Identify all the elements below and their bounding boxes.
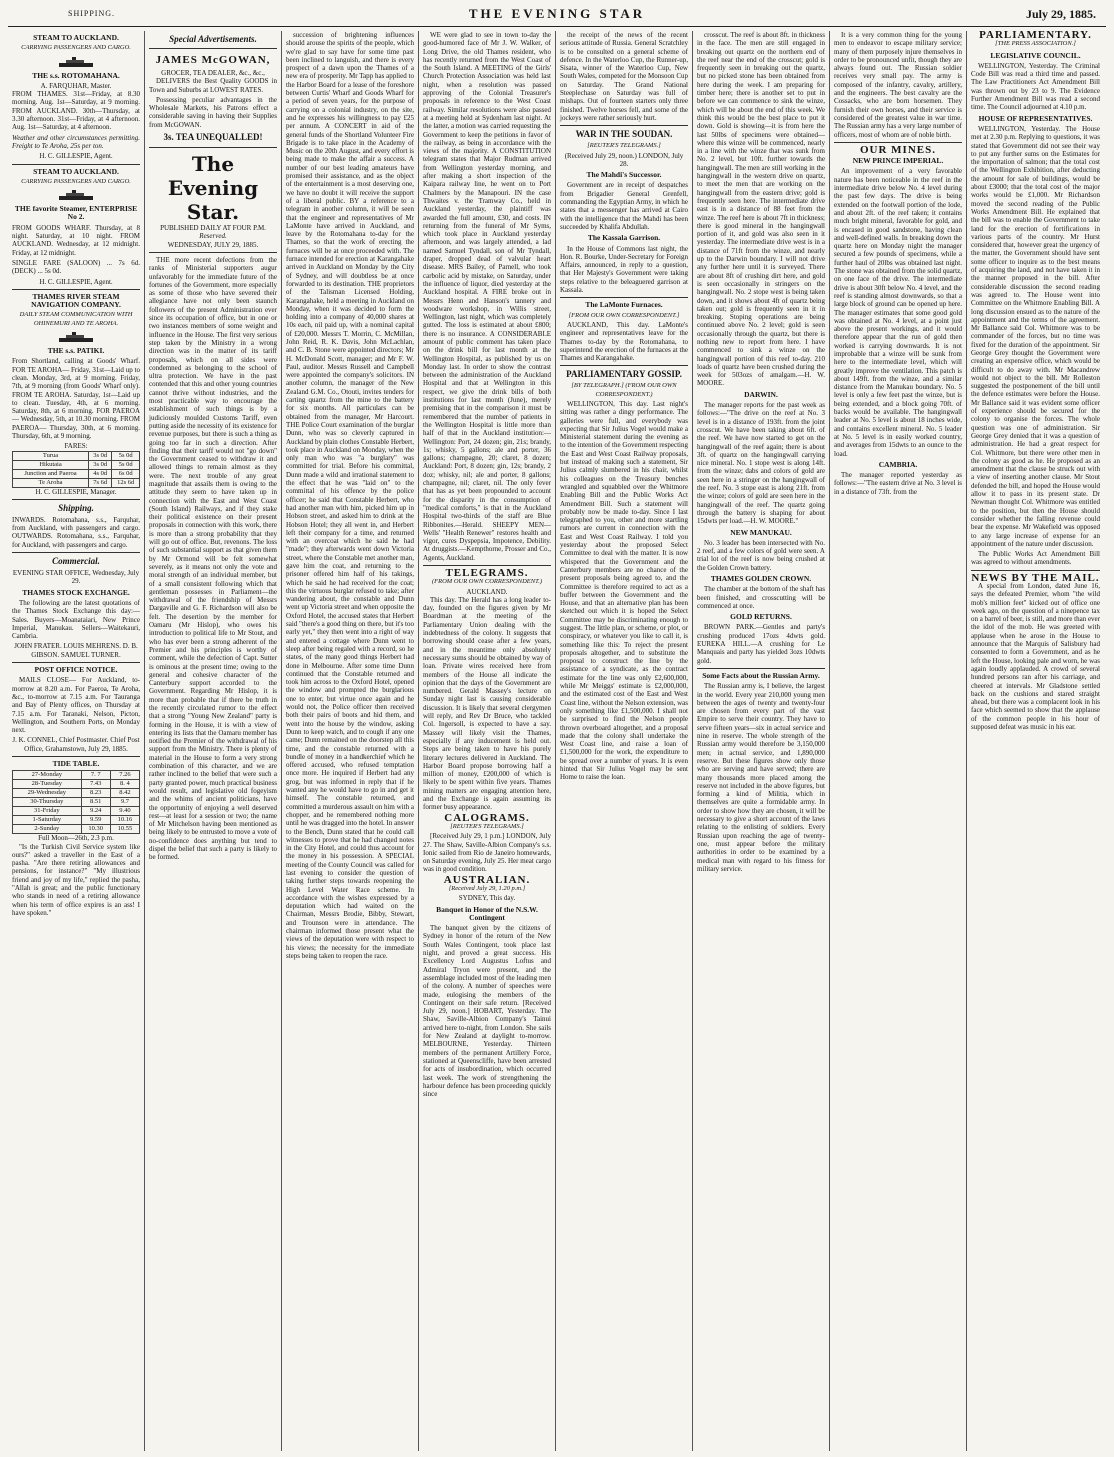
agent-signature: H. C. GILLESPIE, Agent. bbox=[39, 152, 113, 161]
divider bbox=[12, 289, 140, 290]
tide-cell: 1-Saturday bbox=[13, 816, 82, 825]
divider bbox=[560, 365, 688, 366]
divider bbox=[12, 552, 140, 553]
tide-cell: 10.55 bbox=[110, 825, 139, 834]
heading-telegrams: TELEGRAMS. bbox=[445, 567, 529, 579]
tide-row bbox=[13, 789, 140, 798]
fare-cell: 3s 0d bbox=[89, 451, 112, 460]
subheading: (FROM OUR OWN CORRESPONDENT.) bbox=[431, 578, 542, 586]
tide-cell: 31-Friday bbox=[13, 807, 82, 816]
tide-cell: 10.30 bbox=[81, 825, 110, 834]
divider bbox=[12, 499, 140, 500]
gossip-text: WELLINGTON, This day. Last night's sitting was rather a dingy performance. The galleries were full, and everybody was expecting that Sir Julius Vogel would make a Ministerial statement during the evening as to the intention of the Government respecting the East and West Coast Railway proposals, but instead of making such a statement, Sir Julius calmly slumbered in his chair, whilst his colleagues on the Treasury benches wrangled and squabbled over the Whitmore Enabling Bill and the Public Works Act Amendment Bill. Such a statement will probably now be made to-day. Since I last telegraphed to you, other and more startling rumors are current in connection with the East and West Coast Railway. I told you yesterday about the proposed Select Committee to deal with the matter. It is now whispered that the Government and the Canterbury members are no chance of the present proposals being agreed to, and the Committee is therefore required to act as a buffer between the Government and the House, and that an alternative plan has been sketched out which it is hoped the Select Committee may be discriminating enough to suggest. The little plan, or scheme, or plot, or conspiracy, or whatever you like to call it, is something like this: To reject the present proposals altogether, and to substitute the proposal to construct the line by the assistance of a syndicate, as the contract estimate for the line was only £2,600,000, while Mr Meiggs' estimate is £2,000,000, and the estimated cost of the East and West Coast line, without the Nelson extension, was only something like £1,500,000. I shall not be surprised to find the Nelson people thrown overboard altogether, and a proposal made that the colony shall undertake the West Coast line, and raise a loan of £1,500,000 for the work, the expenditure to be spread over a number of years. It is even hinted that Sir Julius Vogel may be sent Home to raise the loan. bbox=[560, 399, 688, 782]
tide-cell: 7. 7 bbox=[81, 771, 110, 780]
tide-cell: 30-Thursday bbox=[13, 798, 82, 807]
fare-cell: Te Aroha bbox=[13, 478, 89, 487]
heading-lamonte: The LaMonte Furnaces. bbox=[585, 300, 663, 310]
divider bbox=[560, 297, 688, 298]
columns bbox=[8, 31, 1106, 1451]
advert-body: Possessing peculiar advantages in the Wholesale Markets, his Patrons effect a considerable saving in having their Supplies from McGOWAN. bbox=[149, 95, 277, 129]
tide-cell: 8.51 bbox=[81, 798, 110, 807]
tide-table bbox=[12, 770, 140, 834]
brokers: JOHN FRATER. LOUIS MEHRENS. D. B. GIBSON. SAMUEL TURNER. bbox=[14, 642, 138, 659]
fare-cell: 5s 0d bbox=[112, 451, 140, 460]
heading-stock-exchange: THAMES STOCK EXCHANGE. bbox=[22, 587, 130, 597]
fare-cell: Hikutaia bbox=[13, 460, 89, 469]
column-5 bbox=[556, 31, 693, 1451]
calogram-text: [Received July 29, 1 p.m.] LONDON, July 27. The Shaw, Saville-Albion Company's s.s. Ionic sailed from Rio de Janeiro homewards, on Saturday evening, July 25. Her meat cargo was in good condition. bbox=[423, 832, 551, 874]
divider bbox=[12, 756, 140, 757]
column-4 bbox=[419, 31, 556, 1451]
local-news: succession of brightening influences should arouse the spirits of the people, which we're glad to say have for some time past been inclined to languish, and there is every prospect of a dawn upon the Thames of a new era of prosperity. Mr Tapp has applied to the Harbor Board for a lease of the foreshore between Curtis' Wharf and Goods Wharf for a period of seven years, for the purpose of carrying on a colonial industry, on the site, and he expresses his willingness to pay £25 per annum. A CONCERT in aid of the general funds of the Shortland Volunteer Fire Brigade is to take place in the Academy of Music on the 20th August, and every effort is being made to make the affair a success. A number of our best leading amateurs have promised their assistance, and as the object of the entertainment is a most deserving one, we have no doubt it will receive the support of a liberal public. BY a reference to a telegram in another column, it will be seen that the engineer and representatives of Mr LaMonte have arrived in Auckland, and leave by the Rotomahana to-day for the Thames, so that the work of erecting the furnaces will be at once proceeded with. The furnace intended for erection at Karangahake arrived in Auckland on Monday by the City of Sydney, and will doubtless be at once forwarded to its destination. THE proprietors of the Talisman Licensed Holding, Karangahake, held a meeting in Auckland on Monday, when it was decided to form the holding into a company of 40,000 shares at 10s each, nil paid up, with a nominal capital of £20,000. Messrs T. Morrin, C. McMillan, John Reid, R. K. Davis, John McLachlan, and C. B. Stone were appointed directors; Mr H. McDonald Scott, manager; and Mr F. W. Paul, auditor. Messrs Russell and Campbell were appointed the company's solicitors. IN another column, the manager of the New Zealand G.M. Co., Otouti, invites tenders for carting quartz from the mine to the battery for six months. All particulars can be obtained from the manager, Mr Harcourt. THE Police Court examination of the burglar Dunn, who was so cleverly captured in Auckland by plain clothes Constable Herbert, took place in Auckland on Monday, when the only man who was "a burglary" was committed for trial. Before his committal, Dunn made a wild and irrational statement to the effect that he was "laid on" to the committal of his offence by the police officer; he said that Constable Herbert, who had another man with him, picked him up in Hobson street, and asked him to drink at the Hobson Hotel; they all went in, and Herbert left their company for a time, and returned with an overcoat which he said he had "made"; they afterwards went down Victoria street, where the Constable met another man, gave him the coat, and returning to the prisoner offered him half of his takings, which he said he had received for the coat; this the virtuous burglar refused to take; after wandering about, the constable and Dunn went up Victoria street and when opposite the Oxford Hotel, the accused states that Herbert said "there's a good thing on there, but it's too early yet," they then went into a right of way and entered a cottage where Dunn went to sleep after being regaled with a record, so he states, of the many good things Herbert had done in Melbourne. After some time Dunn continued that the Constable returned and took him across to the Oxford Hotel, opened the window and prompted the burglarious one to enter, but virtue once again and he would not, the Police officer then received both their pairs of boots and hid them, and went into the house by the window, asking Dunn to keep watch, and to cough if any one came; Dunn remained on the doorstep all this time, and the constable returned with a bundle of money in a handkerchief which he offered accused, who refused temptation once more. He inquired if Herbert had any grog, but was informed in reply that if he wanted any he would have to go in and get it himself. The constable returned, and committed a murderous assault on him with a chopper, and he remembered nothing more until he was dragged into the hotel. In answer to the Bench, Dunn stated that he could call witnesses to prove that he had changed notes in the City Hotel, and could thus account for the money in his possession. A SPECIAL meeting of the County Council was called for last evening to consider the question of taking further steps towards reopening the High Level Water Race scheme. In accordance with the wishes expressed by a deputation which had waited on the Chairman, Messrs Brodie, Bibby, Stewart, and Trounson were in attendance. The chairman informed those present what the views of the deputation were with respect to his views; the necessity for the immediate steps being taken to reopen the race. bbox=[286, 31, 414, 960]
fare-row bbox=[13, 469, 140, 478]
masthead-date: July 29, 1885. bbox=[1025, 7, 1096, 21]
heading-darwin: DARWIN. bbox=[744, 389, 778, 399]
dateline: SYDNEY, This day. bbox=[458, 894, 516, 903]
tide-note: Full Moon—26th, 2.3 p.m. bbox=[38, 834, 114, 843]
darwin-text: The manager reports for the past week as follows:—"The drive on the reef at No. 3 level is in a distance of 193ft. from the joint crosscut. We have been taking about 6ft. of the reef. We have now started to get on the hangingwall of the reef again; there is about 3ft. of quartz on the hangingwall carrying nice mineral. No. 1 stope west is along 14ft. from the winze; dabs and colors of gold are seen here in a stringer on the hangingwall of the reef. No. 3 stope east is along 21ft. from the winze; colors of gold are seen here in the hangingwall of the reef. The quartz going through the battery is shaping for about 15dwts per load.—H. W. MOORE." bbox=[697, 401, 825, 526]
divider bbox=[560, 125, 688, 126]
column-7 bbox=[830, 31, 967, 1451]
advert-name: JAMES McGOWAN, bbox=[155, 54, 271, 66]
fare-cell: 6s 0d bbox=[112, 469, 140, 478]
sailing-times: From Shortland, calling at Goods' Wharf. FOR TE AROHA— Friday, 31st—Laid up to clean. Monday, 3rd, at 9 morning. Friday, 7th, at 9 morning (from Goods' Wharf only). FROM TE AROHA. Saturday, 1st—Laid up to clean. Tuesday, 4th, at 6 morning. Saturday, 8th, at 6 morning. FOR PAEROA— Wednesday, 5th, at 10.30 morning. FROM PAEROA— Thursday, 30th, at 6 morning. Thursday, 6th, at 9 morning. bbox=[12, 357, 140, 440]
publish-note: PUBLISHED DAILY AT FOUR P.M. bbox=[160, 224, 266, 233]
fare-row bbox=[13, 460, 140, 469]
newspaper-title: The Evening Star. bbox=[167, 152, 259, 225]
advert-mcgowan bbox=[149, 48, 277, 148]
divider bbox=[12, 662, 140, 663]
heading-calograms: CALOGRAMS. bbox=[444, 811, 530, 824]
mahdi-text: Government are in receipt of despatches from Brigadier General Grenfell, commanding the Egyptian Army, in which he states that a messenger has arrived at Cairo with the intelligence that the Mahdi has been succeeded by Khalifa Abdullah. bbox=[560, 181, 688, 231]
subheading: [REUTER'S TELEGRAMS.] bbox=[450, 822, 524, 830]
stock-quotations: The following are the latest quotations of the Thames Stock Exchange this day:— Sales. Buyers—Moanataiari, New Prince Imperial, Manukau. Sellers—Waitekauri, Cambria. bbox=[12, 598, 140, 641]
office-dateline: EVENING STAR OFFICE, Wednesday, July 29. bbox=[12, 569, 140, 586]
fare-row bbox=[13, 478, 140, 487]
ship-master: A. FARQUHAR, Master. bbox=[40, 81, 112, 90]
fare-cell: 7s 6d bbox=[89, 478, 112, 487]
heading-russian-army: Some Facts about the Russian Army. bbox=[702, 670, 820, 680]
kassala-text: In the House of Commons last night, the Hon. R. Bourke, Under-Secretary for Foreign Affairs, announced, in reply to a question, that Her Majesty's Government were taking steps relative to the beleaguered garrison at Kassala. bbox=[560, 244, 688, 295]
advert-trade: GROCER, TEA DEALER, &c., &c., bbox=[161, 69, 265, 77]
heading-news-by-mail: NEWS BY THE MAIL. bbox=[971, 571, 1100, 584]
heading-special-ads: Special Advertisements. bbox=[169, 34, 257, 44]
steamship-icon bbox=[56, 188, 96, 202]
mine-report: crosscut. The reef is about 8ft. in thickness in the face. The men are still engaged in breaking out quartz on the northern end of the reef near the end of the crosscut; gold is frequently seen in breaking out the quartz, but no picked stone has been obtained from here during the week. I am preparing for timber here; there is another set to put in before we can commence to sink the winze, which will be about the end of this week. We think this would be the best place to put it down. Gold is showing—it is from here the last 50lbs of specimens were obtained—where this winze will be commenced, nearly in a line with the winze that was sunk from No. 2 level, but 10ft. further towards the hangingwall. The men are still working in the hangingwall in the western drive on quartz, to meet the men that are working on the hangingwall from the eastern drive; gold is frequently seen here. The intermediate drive east is in a distance of 88 feet from the winze. The reef here is about 7ft in thickness; there is good mineral in the hangingwall portion of it, and gold was also seen in it yesterday. The intermediate drive west is in a distance of 71ft from the winze, and nearly up to the Darwin boundary. I will not drive any further here until it is surveyed. There are about 8ft of crushing dirt here, and gold is seen occasionally in stringers on the hangingwall. No. 2 stope west is being taken down, and it shows about 4ft of quartz being taken out; gold is frequently seen in it in breaking. Stoping operations are being continued above No. 2 level; gold is seen occasionally through the quartz, but there is nothing new to report from here. I have commenced to sink a winze on the hangingwall portion of this reef to-day. 210 loads of quartz have been crushed during the week for 503ozs of amalgam.—H. W. MOORE. bbox=[697, 31, 825, 388]
lamonte-text: AUCKLAND, This day. LaMonte's engineer and representatives leave for the Thames to-day by the Rotomahana, to superintend the erection of the furnaces at the Thames and Karangahake. bbox=[560, 320, 688, 363]
tide-row bbox=[13, 807, 140, 816]
local-news: WE were glad to see in town to-day the good-humored face of Mr J. W. Walker, of Long Drive, the old Thames resident, who has recently returned from the West Coast of the South Island. A MEETING of the Girls' Church Protection Association was held last night, when a resolution was passed approving of the Colonial Treasurer's proposals in reference to the West Coast railway. Similar resolutions were also passed at a meeting held at Sydenham last night. At the latter, a motion was carried requesting the Government to keep the petitions in favor of the railway, as being in accordance with the views of the majority. A CONSTITUTION telegram states that Major Rudman arrived from Wellington yesterday morning, and after making a short inspection of the Kaipara railway line, he went on to Port Chalmers by the Manapouri. IN the case Thwaites v. the Tramway Co., held in Auckland yesterday, the plaintiff was awarded the full amount, £30, and costs. IN returning from the funeral of Mr Syms, which took place in Auckland yesterday afternoon, and was largely attended, a lad named Samuel Tyndall, son of Mr Tyndall, draper, dropped dead of valvular heart disease. MRS Bailey, of Parnell, who took carbolic acid by mistake, on Saturday, under the influence of liquor, died yesterday at the Auckland hospital. A FIRE broke out in Messrs Henn and Hanson's tannery and woodware workshop, in Willis street, Wellington, last night, which was completely gutted. The loss is estimated at about £800; there is no insurance. A CONSIDERABLE amount of public comment has taken place on the drink bill for last month at the Wellington Hospital, as published by us on Monday last. In order to show the contrast between the administration of the Auckland Hospital and that at Wellington in this respect, we give the drink bills of both institutions for last month (June), merely premising that in the comparison it must be remembered that the number of patients in the Wellington Hospital is little more than half of that in the Auckland institution:—Wellington: Port, 24 dozen; gin, 21s; brandy, 1s; whisky, 5 gallons; ale and porter, 36 gallons; champagne, 20; claret, 8 dozen; Auckland: Port, 8 dozen; gin, 12s; brandy, 2 doz; whisky, nil; ale and porter, 8 gallons; champagne, nil; claret, nil. The only fever that has as yet been propounded to account for the disparity in the consumption of "medical comforts," is that in the Auckland Hospital two-thirds of the staff are Blue Ribbonites.—Herald. SHEEPY MEN—Wells' "Health Renewer" restores health and vigor, cures Dyspepsia, Impotence, Debility. At druggists.—Kempthorne, Prosser and Co., Agents, Auckland. bbox=[423, 31, 551, 562]
heading-banquet: Banquet in Honor of the N.S.W. Contingent bbox=[436, 904, 538, 922]
heading-post-office: POST OFFICE NOTICE. bbox=[34, 665, 118, 675]
heading-steam-auckland: STEAM TO AUCKLAND. bbox=[33, 33, 119, 42]
heading-legislative-council: LEGISLATIVE COUNCIL. bbox=[990, 50, 1081, 60]
telegram-text: This day. The Herald has a long leader to-day, founded on the figures given by Mr Boardman at the meeting of the Parliamentary Union dealing with the indebtedness of the colony. It suggests that borrowing should cease after a few years, and in the meantime only absolutely necessary sums should be obtained by way of loan. Private wires received here from members of the House all indicate the opinion that the days of the Government are numbered. Gerald Massey's lecture on Sunday night last is causing considerable discussion. It is likely that several clergymen will reply, and Rev Dr Bruce, who tackled Col. Ingersoll, is expected to have a say. Massey will likely visit the Thames, especially if any inducement is held out. Steps are being taken to have his purely literary lectures delivered in Auckland. The Harbor Board propose borrowing half a million of money, £200,000 of which is likely to be spent within five years. Thames mining matters are engaging attention here, and the Exchange is again assuming its former busy appearance. bbox=[423, 595, 551, 812]
council-text: WELLINGTON, Yesterday. The Criminal Code Bill was read a third time and passed. The Law Practitioners Act Amendment Bill was thrown out by 23 to 9. The Evidence Further Amendment Bill was read a second time. The Council adjourned at 4.10 p.m. bbox=[971, 61, 1100, 112]
heading-commercial: Commercial. bbox=[52, 556, 100, 567]
tide-cell: 28-Tuesday bbox=[13, 780, 82, 789]
ship-name: THE s.s. ROTOMAHANA. bbox=[32, 70, 120, 80]
masthead-title: THE EVENING STAR bbox=[468, 6, 646, 21]
steamship-icon bbox=[56, 330, 96, 344]
fares-heading: FARES: bbox=[64, 442, 88, 451]
column-1 bbox=[8, 31, 145, 1451]
masthead-section: SHIPPING. bbox=[68, 9, 116, 18]
gold-returns-text: BROWN PARK.—Gentles and party's crushing produced 17ozs 4dwts gold. EUREKA HILL.—A crushing for Le Manquais and party has yielded 3ozs 10dwts gold. bbox=[697, 623, 825, 665]
subheading: [REUTER'S TELEGRAMS.] bbox=[587, 142, 661, 150]
tide-cell: 29-Wednesday bbox=[13, 789, 82, 798]
ship-name: THE favorite Steamer, ENTERPRISE No 2. bbox=[14, 204, 138, 222]
subheading: [THE PRESS ASSOCIATION.] bbox=[995, 40, 1076, 48]
fare-cell: Junction and Paeroa bbox=[13, 469, 89, 478]
golden-crown-text: The chamber at the bottom of the shaft has been finished, and crosscutting will be commenced at once. bbox=[697, 585, 825, 610]
shipping-news: INWARDS. Rotomahana, s.s., Farquhar, from Auckland, with passengers and cargo. OUTWARDS. Rotomahana, s.s., Farquhar, for Auckland, with passengers and cargo. bbox=[12, 515, 140, 549]
subheading: [BY TELEGRAPH.] (FROM OUR OWN CORRESPONDENT.) bbox=[571, 382, 677, 398]
agent-signature: H. C. GILLESPIE, Manager. bbox=[35, 487, 117, 496]
tide-row bbox=[13, 771, 140, 780]
heading-mahdi: The Mahdi's Successor. bbox=[586, 170, 662, 180]
new-manukau-text: No. 3 leader has been intersected with No. 2 reef, and a few colors of gold were seen. A trial lot of the reef is now being crushed at the Golden Crown battery. bbox=[697, 538, 825, 572]
heading-our-mines: OUR MINES. bbox=[859, 143, 936, 156]
public-works-text: The Public Works Act Amendment Bill was agreed to without amendments. bbox=[971, 550, 1100, 567]
column-2 bbox=[145, 31, 282, 1451]
divider bbox=[834, 142, 962, 143]
column-6 bbox=[693, 31, 830, 1451]
tide-cell: 9.7 bbox=[110, 798, 139, 807]
post-notice: MAILS CLOSE— For Auckland, to-morrow at 8.20 a.m. For Paeroa, Te Aroha, &c., to-morrow at 7.15 a.m. For Tauranga and Bay of Plenty offices, on Thursday at 7.15 a.m. For Taranaki, Nelson, Picton, Wellington, and Southern Ports, on Monday next. bbox=[12, 676, 140, 735]
heading-shipping: Shipping. bbox=[58, 502, 94, 513]
fare-row bbox=[13, 451, 140, 460]
leading-article: THE more recent defections from the ranks of Ministerial supporters augur unfavorably for the immediate future of the fortunes of the Government, more especially as some of those who have severed their allegiance have not only been staunch followers of the present Administration ever since its occupation of office, but in one or two instances members of some weight and influence in the House. The first very serious step taken by the Ministry in a wrong direction was in the matter of its tariff proposals, which on all sides were condemned as belonging to the school of ultra protection. We have in the past contended that this and other young countries cannot thrive without industries, and the most practicable way to encourage the establishment of such things is by a judiciously moulded Customs Tariff, even putting aside the necessity of its existence for revenue purposes, but there is such a thing as going too far in such a direction. After finding that their tariff would not "go down" the Government ceased to withdraw it and allowed things to remain almost as they were. The next trouble of any great magnitude that assails them is owing to the attitude they seem to have taken up in connection with the East and West Coast (South Island) Railways, and if they stake their political existence on their present proposals in connection with this work, there is more than a strong probability that they will go out of office. But, revenons. The loss of such substantial support as that given them by Mr Ormond will be felt somewhat severely, as it means not only the vote and moral strength of an individual member, but of a small consistent following which that gentleman possesses in Parliament—the withdrawal of the friendship of Messrs Dargaville and G. F. Richardson will also be felt. The desertion by the member for Oamaru (Mr Hislop), who owes his introduction to political life to Mr Stout, and who has ever been a strong adherent of the Premier and his principles is worthy of comment, while the defection of Capt. Sutter is ominous at the present time; owing to the general and cohesive character of the Canterbury support accorded to the Government. Regarding Mr Hislop, it is more than probable that if there be truth in the recently circulated rumor to the effect that a strong "Young New Zealand" party is forming in the House, it is with a view of entering its lists that the Oamaru member has notified the Premier of the withdrawal of his support from the Ministry. There is plenty of material in the House to form a very strong combination of this character, and we are rather inclined to the belief that were such a party granted power, much practical business would result, and legislative old fogeyism and the whims of ancient politicians, have the opportunity of enjoying a well deserved rest—at least for a session or two; the name of Mr Mitchelson having been mentioned as being likely to be entrusted to move a vote of no-confidence does anything but tend to dispel the belief that such a party is likely to be formed. bbox=[149, 255, 277, 862]
heading-australian: AUSTRALIAN. bbox=[443, 873, 531, 886]
mail-text: A special from London, dated June 16, says the defeated Premier, whom "the wild mob's million feet" kicked out of office one week ago, on the question of a ninepence tax on a barrel of beer, is still, and more than ever the idol of the mob. He was greeted with applause when he arose in the House to announce that the Marquis of Salisbury had consented to form a Government, and as he left the House, looking pale and worn, he was again loudly applauded. A crowd of several hundred persons ran after his carriage, and cheered at intervals. Mr Gladstone settled back on the cushions and stared straight ahead, but there was a complacent look in his face which seemed to show that the applause of the common people in his hour of supposed defeat was music in his ear. bbox=[971, 582, 1100, 732]
heading-parliamentary: PARLIAMENTARY. bbox=[979, 31, 1092, 41]
divider bbox=[149, 252, 277, 253]
tide-cell: 7.43 bbox=[81, 780, 110, 789]
ship-note: Weather and other circumstances permitting. Freight to Te Aroha, 25s per ton. bbox=[12, 133, 140, 150]
masthead bbox=[8, 4, 1106, 27]
heading-tide-table: TIDE TABLE. bbox=[52, 759, 100, 768]
tide-cell: 27-Monday bbox=[13, 771, 82, 780]
tide-row bbox=[13, 816, 140, 825]
heading-steam-auckland-2: STEAM TO AUCKLAND. bbox=[33, 166, 119, 176]
subheading: DAILY STEAM COMMUNICATION WITH OHINEMURI AND TE AROHA. bbox=[19, 311, 133, 327]
ship-name: THE s.s. PATIKI. bbox=[47, 346, 105, 356]
heading-house-reps: HOUSE OF REPRESENTATIVES. bbox=[978, 113, 1093, 123]
dateline: AUCKLAND. bbox=[466, 587, 508, 596]
cable-news: the receipt of the news of the recent serious attitude of Russia. General Scratchley is to be consulted on a general scheme of defence. In the Waterloo Cup, the Runner-up, Sisata, winner of the Waterloo Cup, New South Wales, competed for the Monsoon Cup on Saturday. The Grand National Steeplechase on Saturday was full of mishaps. Out of fourteen starters only three finished. Twelve horses fell, and some of the jockeys were rather seriously hurt. bbox=[560, 31, 688, 122]
heading-thames-river: THAMES RIVER STEAM NAVIGATION COMPANY. bbox=[31, 291, 121, 310]
postmaster-signature: J. K. CONNEL, Chief Postmaster. Chief Post Office, Grahamstown, July 29, 1885. bbox=[12, 736, 140, 753]
column-3 bbox=[282, 31, 419, 1451]
subheading: [FROM OUR OWN CORRESPONDENT.] bbox=[568, 311, 680, 319]
fare-cell: 3s 0d bbox=[89, 460, 112, 469]
heading-cambria: CAMBRIA. bbox=[878, 459, 918, 469]
fare-cell: 5s 0d bbox=[112, 460, 140, 469]
edition-date: WEDNESDAY, JULY 29, 1885. bbox=[167, 240, 259, 249]
tide-cell: 7.26 bbox=[110, 771, 139, 780]
tide-row bbox=[13, 780, 140, 789]
sailing-times: FROM THAMES. 31st—Friday, at 8.30 morning. Aug. 1st—Saturday, at 9 morning. FROM AUCKLAND. 30th—Thursday, at 3.30 afternoon. 31st—Friday, at 4 afternoon. Aug. 1st—Saturday, at 4 afternoon. bbox=[12, 90, 140, 132]
tide-cell: 8.42 bbox=[110, 789, 139, 798]
tide-cell: 8. 4 bbox=[110, 780, 139, 789]
tide-row bbox=[13, 798, 140, 807]
banquet-text: The banquet given by the citizens of Sydney in honor of the return of the New South Wales Contingent, took place last night, and proved a great success. His Excellency Lord Augustus Loftus and Admiral Tryon were present, and the assemblage included most of the leading men of the colony. A number of speeches were made, eulogising the members of the Contingent on their safe return. [Received July 29, noon.] HOBART, Yesterday. The Shaw, Saville-Albion Company's Tainui arrived here to-night, from London. She sails for New Zealand at daylight to-morrow. MELBOURNE, Yesterday. Thirteen members of the permanent Artillery Force, stationed at Queenscliffe, have been arrested for acts of insubordination, which occurred last week. The work of strengthening the harbour defence has been proceeding quickly since bbox=[423, 924, 551, 1099]
heading-new-manukau: NEW MANUKAU. bbox=[730, 527, 792, 537]
russian-army-continued: It is a very common thing for the young men to endeavor to escape military service; many of them purposely injure themselves in order to be pronounced unfit, though they are always found out. The Russian soldier receives very small pay. The army is composed of the infantry, cavalry, artillery, and the engineers. The best cavalry are the Cossacks, who are born horsemen. They furnish their own horses, and their service is considered of the greatest value in war time. The Russian army has a very large number of officers, most of whom are of noble birth. bbox=[834, 31, 962, 139]
divider bbox=[12, 164, 140, 165]
cambria-text: The manager reported yesterday as follows:—"The eastern drive at No. 3 level is in a distance of 73ft. from the bbox=[834, 471, 962, 496]
reserved-note: Reserved. bbox=[199, 232, 227, 241]
divider bbox=[971, 570, 1100, 571]
subheading: CARRYING PASSENGERS AND CARGO. bbox=[21, 44, 131, 52]
agent-signature: H. C. GILLESPIE, Agent. bbox=[39, 277, 113, 286]
advert-body: DELIVERS the Best Quality GOODS in Town and Suburbs at LOWEST RATES. bbox=[149, 77, 277, 94]
tide-cell: 10.16 bbox=[110, 816, 139, 825]
heading-new-prince-imperial: NEW PRINCE IMPERIAL. bbox=[852, 156, 944, 166]
fares-table bbox=[12, 451, 140, 488]
subheading: CARRYING PASSENGERS AND CARGO. bbox=[21, 177, 131, 185]
fare-cell: Turua bbox=[13, 451, 89, 460]
advert-tea: 3s. TEA UNEQUALLED! bbox=[163, 132, 263, 143]
sailing-times: FROM GOODS WHARF. Thursday, at 8 night. Saturday, at 10 night. FROM AUCKLAND. Wednesday, at 12 midnight. Friday, at 12 midnight. bbox=[12, 223, 140, 257]
divider bbox=[697, 668, 825, 669]
divider bbox=[423, 565, 551, 566]
fare-cell: 4s 0d bbox=[89, 469, 112, 478]
russian-army-text: The Russian army is, I believe, the largest in the world. Every year 210,000 young men between the ages of twenty and twenty-four are chosen from every part of the vast Empire to serve their country. They have to serve fifteen years—six in actual service and nine in reserve. The whole strength of the Russian army would therefore be 3,150,000 men; in actual service, and 1,890,000 reserve. But these figures show only those who are serving and have served; there are many thousands more placed among the reserve not included in the above figures, but forming a kind of Militia, which in themselves are quite a formidable army. In order to show how they are chosen, it will be necessary to give a short account of the laws relating to the enlisting of soldiers. Every Russian upon reaching the age of twenty-one, must appear before the military authorities in order to be examined by a medical man with regard to his fitness for military service. bbox=[697, 682, 825, 873]
npi-text: An improvement of a very favorable nature has been noticeable in the reef in the intermediate drive below No. 4 level during the past few days. The drive is being extended on the footwall portion of the lode, and about 2ft. of the reef taken; it contains much bright mineral, favorable for gold, and is encased in good sandstone, having clean and well-defined walls. In breaking down the quartz here on Monday night the manager secured a few pounds of specimens, while a further haul of 20lbs was obtained last night. The stone was obtained from the solid quartz, on one face of the drive. The intermediate drive is about 30ft below No. 4 level, and the reef is standing almost downwards, so that a large block of ground can be opened up here. The manager estimates that some good gold was obtained at No. 4 level, at a point just above the present workings, and it would therefore appear that the run of gold then worked is carrying downwards. It is not improbable that a winze will be sunk from here to the intermediate level, which will greatly improve the ventilation. This patch is about 149ft. from the winze, and a similar distance from the Manukau boundary. No. 5 level is only a few feet past the winze, but is being extended, and a block going 70ft. of backs would be available. The hangingwall leader at No. 5 level is about 18 inches wide, and contains excellent mineral. No. 5 leader at No. 5 level is in easily worked country, and averages from 15dwts to an ounce to the load. bbox=[834, 167, 962, 458]
tide-cell: 8.23 bbox=[81, 789, 110, 798]
tide-cell: 9.40 bbox=[110, 807, 139, 816]
heading-parliamentary-gossip: PARLIAMENTARY GOSSIP. bbox=[566, 369, 682, 380]
column-8 bbox=[967, 31, 1104, 1451]
tide-cell: 9.24 bbox=[81, 807, 110, 816]
heading-golden-crown: THAMES GOLDEN CROWN. bbox=[710, 574, 812, 583]
dateline: (Received July 29, noon.) LONDON, July 28. bbox=[564, 151, 684, 168]
heading-war-soudan: WAR IN THE SOUDAN. bbox=[575, 129, 673, 140]
heading-gold-returns: GOLD RETURNS. bbox=[730, 612, 792, 622]
tide-row bbox=[13, 825, 140, 834]
anecdote: "Is the Turkish Civil Service system like ours?" asked a traveller in the East of a pasha. "Are there retiring allowances and pensions, for instance?" "My illustrious friend and joy of my life," replied the pasha, "Allah is great; and the public functionary who stands in need of a retiring allowance when his term of office expires is an ass! I have spoken." bbox=[12, 842, 140, 917]
house-text: WELLINGTON, Yesterday. The House met at 2.30 p.m. Replying to questions, it was stated that Government did not see their way to put any further sums on the Estimates for the importation of salmon; that the total cost of the Wellington Exhibition, after deducting the amount for sale of buildings, would be about £3000; that the total cost of the major works would be £1,000. Mr Richardson moved the second reading of the Public Works Amendment Bill. He explained that the bill was to enable the Government to take land for the erection of fortifications in various parts of the country. Mr Hurst considered that, however great the urgency of the matter, the Government should have sent some officer to inquire as to the best means of acquiring the land, and not have taken it in the manner proposed in the bill. After considerable discussion the second reading was agreed to. The House went into Committee on the Whitmore Enabling Bill. A long discussion ensued as to the nature of the appointment and the terms of the agreement. Mr Ballance said Col. Whitmore was to be commander of the forces, but no time was fixed for the duration of the appointment. Sir George Grey thought the Government were creating an expensive office, which would be difficult to do away with. Mr Macandrew would not object to the bill. Mr Rolleston suggested the postponement of the bill until the defence estimates were before the House. Mr Ballance said it was evident some officer of experience should be secured for the colony to organise the forces. The whole question was one of administration. Sir George Grey denied that it was a question of administration. He had a great respect for Col. Whitmore, but there were other men in the colony as good as he. He proposed as an amendment that the clause be struck out with a view of inserting another clause. Mr Stout defended the bill, and hoped the House would allow it to pass in its present state. Dr Newman thought Col. Whitmore was entitled to the position, but then the House should consider whether the falling revenue could bear the expense. Mr Wakefield was opposed to any large increase of expense for an appointment of the nature under discussion. bbox=[971, 124, 1100, 548]
heading-kassala: The Kassala Garrison. bbox=[587, 233, 661, 243]
fares: SINGLE FARE (SALOON) ... 7s 6d. (DECK) ... 5s 0d. bbox=[12, 258, 140, 276]
fare-cell: 12s 6d bbox=[112, 478, 140, 487]
subheading: [Received July 29, 1.20 p.m.] bbox=[448, 884, 526, 892]
tide-cell: 2-Sunday bbox=[13, 825, 82, 834]
tide-cell: 9.59 bbox=[81, 816, 110, 825]
steamship-icon bbox=[56, 55, 96, 69]
